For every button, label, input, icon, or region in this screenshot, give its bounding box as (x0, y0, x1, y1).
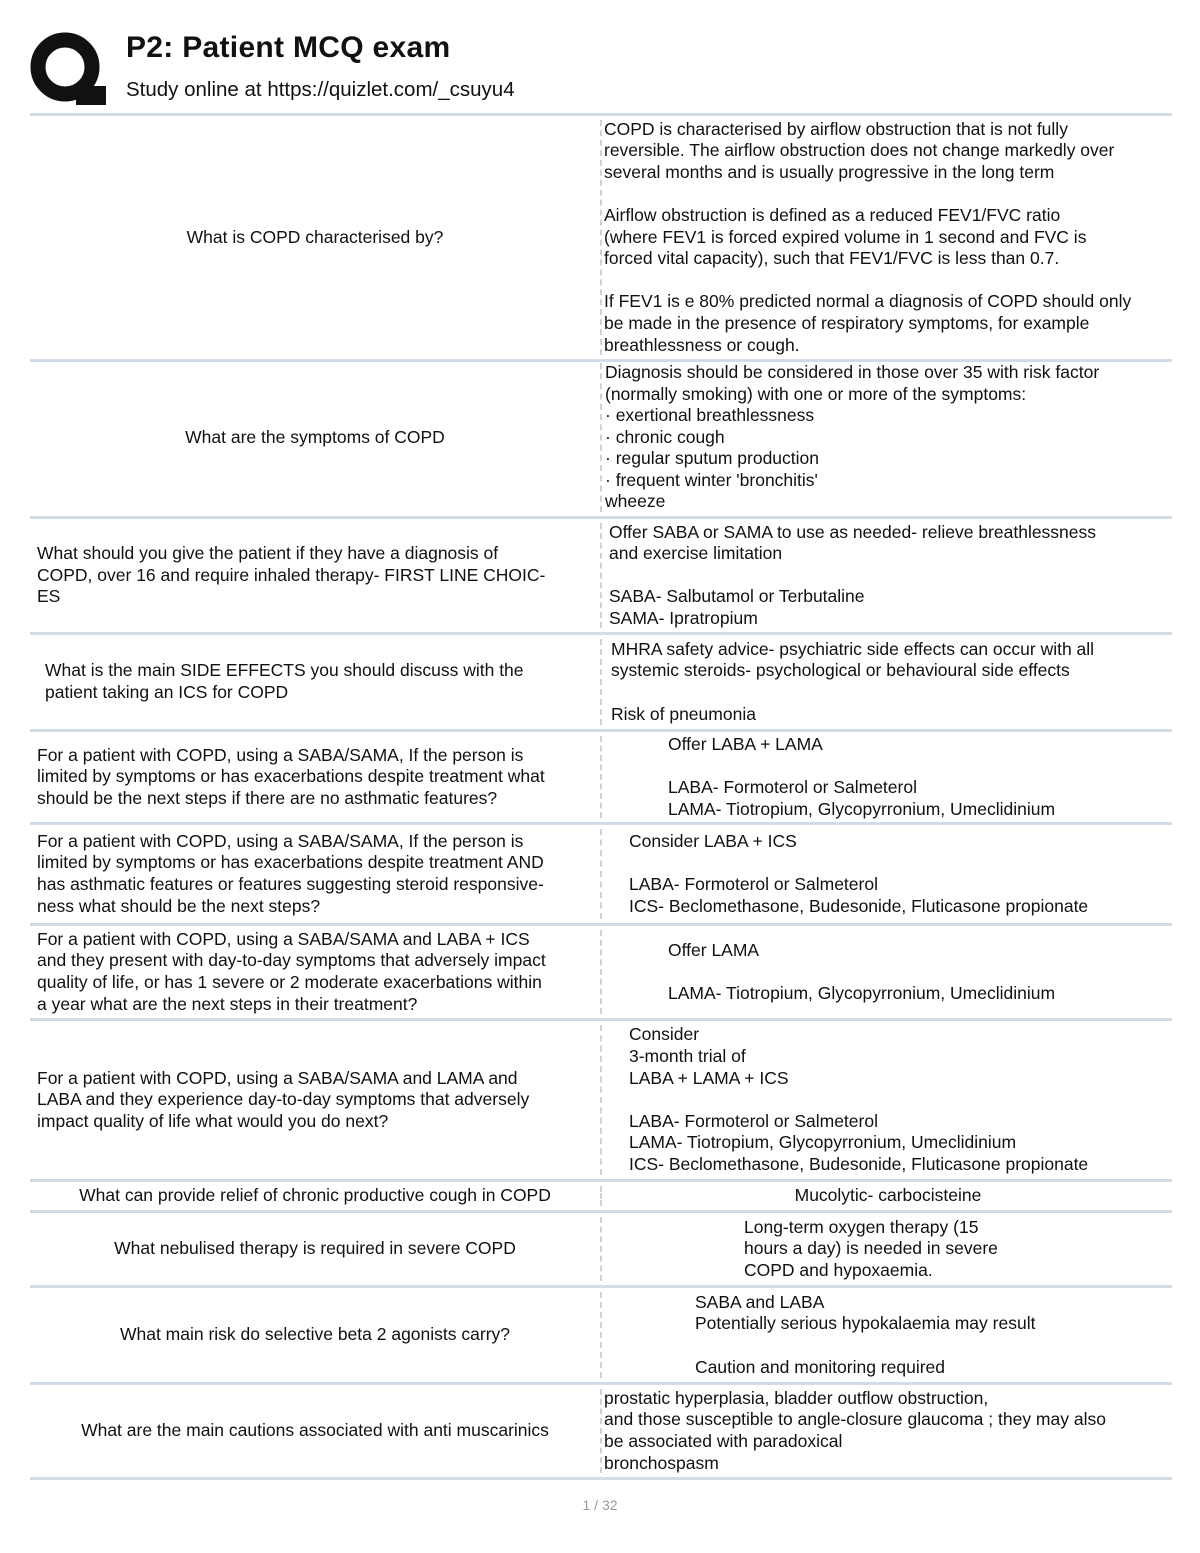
question-cell (30, 825, 600, 923)
question-text: What nebulised therapy is required in severe COPD (114, 1238, 516, 1259)
question-text: For a patient with COPD, using a SABA/SAMA and LABA + ICS and they present with day-to-day symptoms that adversely impact quality of life, or has 1 severe or 2 moderate exacerbations within a year what are the next steps in their treatment? (37, 928, 546, 1014)
flashcard-row (30, 1021, 1172, 1182)
answer-text: Mucolytic- carbocisteine (794, 1185, 982, 1206)
card-divider (600, 1025, 602, 1175)
question-cell (30, 359, 600, 516)
flashcard-row (30, 1385, 1172, 1480)
question-cell (30, 635, 600, 729)
card-divider (600, 1389, 602, 1473)
question-cell (30, 1021, 600, 1179)
answer-text: COPD is characterised by airflow obstruction that is not fully reversible. The airflow obstruction does not change markedly over several months and is usually progressive in the long term Airflow obstruction is defined as a reduced FEV1/FVC ratio (where FEV1 is forced expired volume in 1 second and FVC is forced vital capacity), such that FEV1/FVC is less than 0.7. If FEV1 is e 80% predicted normal a diagnosis of COPD should only be made in the presence of respiratory symptoms, for example breathlessness or cough. (604, 118, 1132, 355)
subtitle-prefix: Study online at (126, 78, 268, 101)
flashcard-row (30, 732, 1172, 825)
answer-cell (604, 825, 1172, 923)
study-url-link[interactable]: https://quizlet.com/_csuyu4 (267, 78, 515, 101)
answer-cell (604, 635, 1172, 729)
answer-text: Consider 3-month trial of LABA + LAMA + ICS LABA- Formoterol or Salmeterol LAMA- Tiotropium, Glycopyrronium, Umeclidinium ICS- Beclomethasone, Budesonide, Fluticasone propionate (629, 1024, 1089, 1174)
answer-cell (604, 1021, 1172, 1179)
question-text: What should you give the patient if they have a diagnosis of COPD, over 16 and require inhaled therapy- FIRST LINE CHOIC- ES (37, 543, 546, 607)
card-divider (600, 1292, 602, 1378)
question-cell (30, 1213, 600, 1285)
flashcard-row (30, 113, 1172, 362)
question-text: For a patient with COPD, using a SABA/SAMA, If the person is limited by symptoms or has exacerbations despite treatment AND has asthmatic features or features suggesting steroid responsive- ness what should be the next steps? (37, 830, 544, 916)
question-cell (30, 519, 600, 632)
flashcard-row (30, 635, 1172, 732)
answer-text: MHRA safety advice- psychiatric side effects can occur with all systemic steroids- psychological or behavioural side effects Risk of pneumonia (611, 638, 1095, 724)
study-online-line (126, 78, 515, 102)
question-cell (30, 116, 600, 359)
question-text: What are the symptoms of COPD (185, 426, 445, 447)
card-divider (600, 1217, 602, 1281)
flashcard-row (30, 1213, 1172, 1288)
question-text: What can provide relief of chronic productive cough in COPD (79, 1185, 551, 1206)
question-cell (30, 1182, 600, 1210)
flashcard-row (30, 519, 1172, 635)
answer-cell (604, 519, 1172, 632)
answer-text: SABA and LABA Potentially serious hypokalaemia may result Caution and monitoring required (695, 1291, 1036, 1377)
flashcard-row (30, 1288, 1172, 1385)
card-divider (600, 1186, 602, 1206)
answer-text: prostatic hyperplasia, bladder outflow obstruction, and those susceptible to angle-closure glaucoma ; they may also be associated with paradoxical bronchospasm (604, 1387, 1106, 1473)
question-text: What is the main SIDE EFFECTS you should discuss with the patient taking an ICS for COPD (45, 660, 524, 702)
question-text: What main risk do selective beta 2 agonists carry? (119, 1324, 511, 1345)
answer-cell (604, 359, 1172, 516)
card-divider (600, 639, 602, 725)
answer-text: Offer SABA or SAMA to use as needed- relieve breathlessness and exercise limitation SABA- Salbutamol or Terbutaline SAMA- Ipratropium (609, 521, 1097, 628)
quizlet-logo-icon (30, 31, 106, 107)
answer-cell (604, 1213, 1172, 1285)
answer-cell (604, 926, 1172, 1018)
answer-cell (604, 1182, 1172, 1210)
answer-text: Offer LAMA LAMA- Tiotropium, Glycopyrronium, Umeclidinium (668, 939, 1056, 1003)
question-text: For a patient with COPD, using a SABA/SAMA, If the person is limited by symptoms or has exacerbations despite treatment what should be the next steps if there are no asthmatic features? (37, 744, 545, 808)
answer-cell (604, 1385, 1172, 1477)
answer-text: Diagnosis should be considered in those over 35 with risk factor (normally smoking) with one or more of the symptoms: · exertional breathlessness · chronic cough · regular sputum production · frequent winter 'bronchitis' wheeze (605, 361, 1100, 512)
answer-text: Offer LABA + LAMA LABA- Formoterol or Salmeterol LAMA- Tiotropium, Glycopyrronium, Umeclidinium (668, 733, 1056, 819)
flashcard-row (30, 926, 1172, 1021)
card-divider (600, 363, 602, 512)
question-text: What are the main cautions associated with anti muscarinics (81, 1420, 549, 1441)
answer-cell (604, 732, 1172, 822)
answer-text: Consider LABA + ICS LABA- Formoterol or Salmeterol ICS- Beclomethasone, Budesonide, Fluticasone propionate (629, 830, 1089, 916)
card-divider (600, 736, 602, 818)
card-divider (600, 930, 602, 1014)
card-divider (600, 523, 602, 628)
question-cell (30, 1385, 600, 1477)
question-text: For a patient with COPD, using a SABA/SAMA and LAMA and LABA and they experience day-to-day symptoms that adversely impact quality of life what would you do next? (37, 1067, 530, 1131)
answer-text: Long-term oxygen therapy (15 hours a day) is needed in severe COPD and hypoxaemia. (744, 1216, 998, 1280)
page-title: P2: Patient MCQ exam (126, 31, 451, 64)
card-divider (600, 829, 602, 919)
page-indicator: 1 / 32 (582, 1497, 618, 1513)
flashcard-row (30, 359, 1172, 519)
card-divider (600, 120, 602, 355)
question-cell (30, 926, 600, 1018)
question-text: What is COPD characterised by? (186, 226, 444, 247)
answer-cell (604, 1288, 1172, 1382)
question-cell (30, 1288, 600, 1382)
flashcard-row (30, 825, 1172, 926)
flashcard-row (30, 1182, 1172, 1213)
answer-cell (604, 116, 1172, 359)
question-cell (30, 732, 600, 822)
